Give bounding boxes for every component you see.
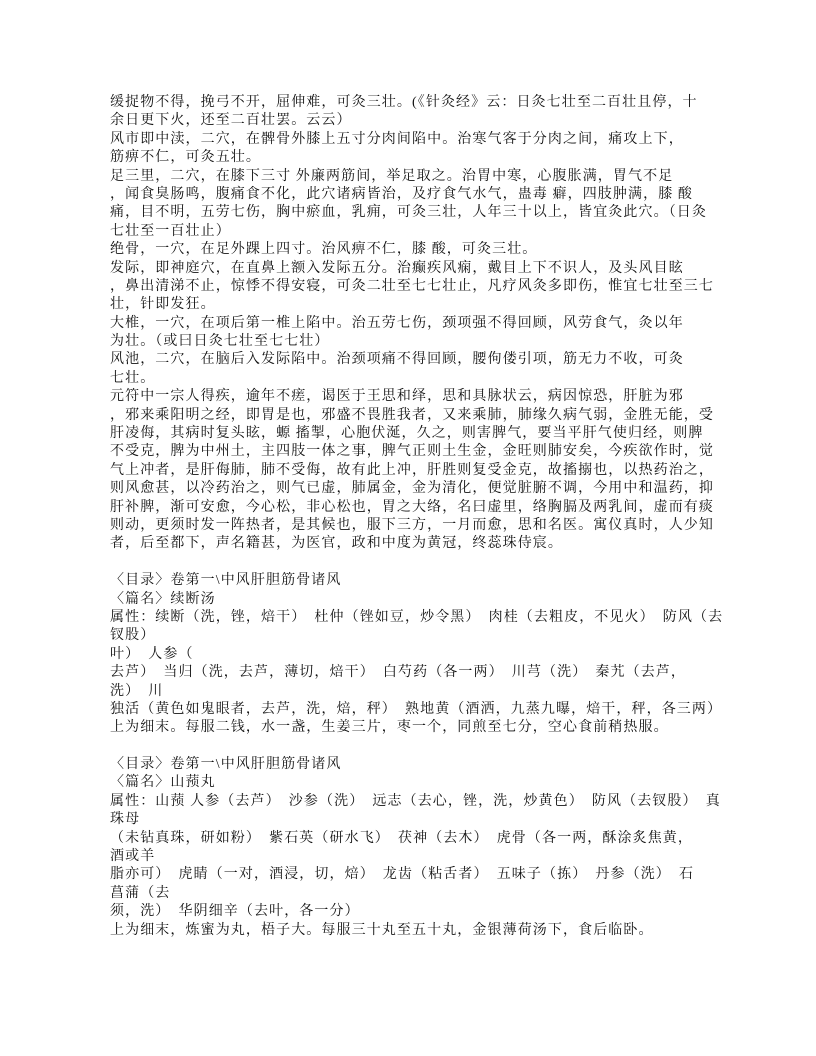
text-line: 不受克，脾为中州土，主四肢一体之事，脾气正则土生金，金旺则肺安矣，今疾欲作时，觉 [110,444,714,460]
text-line: 则风愈甚，以冷药治之，则气已虚，肺属金，金为清化，便觉脏腑不调，今用中和温药，抑 [110,481,714,497]
text-line: 元符中一宗人得疾，逾年不瘥，谒医于王思和绎，思和具脉状云，病因惊恐，肝脏为邪 [110,389,684,405]
text-line [110,738,715,756]
text-line: 上为细末。每服二钱，水一盏，生姜三片，枣一个，同煎至七分，空心食前稍热服。 [110,720,669,736]
text-line: 大椎，一穴，在项后第一椎上陷中。治五劳七伤，颈项强不得回顾，风劳食气，灸以年 [110,315,684,331]
text-line: 属性：山蓣 人参（去芦） 沙参（洗） 远志（去心，锉，洗，炒黄色） 防风（去钗股） 真 [110,793,721,809]
text-line: 气上冲者，是肝侮肺，肺不受侮，故有此上冲，肝胜则复受金克，故搐搦也，以热药治之， [110,462,714,478]
text-line: ，鼻出清涕不止，惊悸不得安寝，可灸二壮至七七壮止，凡疗风灸多即伤，惟宜七壮至三七 [110,278,714,294]
text-line: 属性：续断（洗，锉，焙干） 杜仲（锉如豆，炒令黑） 肉桂（去粗皮，不见火） 防风（去 [110,609,724,625]
text-line: 则动，更须时发一阵热者，是其候也，服下三方，一月而愈，思和名医。寓仪真时，人少知 [110,517,714,533]
text-line [110,554,715,572]
text-line: （未钻真珠，研如粉） 紫石英（研水飞） 茯神（去木） 虎骨（各一两，酥涂炙焦黄， [110,830,693,846]
text-line: 菖蒲（去 [110,885,171,901]
text-line: 肝凌侮，其病时复头眩，螈 搐掣，心胞伏涎，久之，则害脾气，要当平肝气使归经，则脾 [110,426,704,442]
text-line: 余日更下火，还至二百壮罢。云云） [110,113,352,129]
text-line: ，邪来乘阳明之经，即胃是也，邪盛不畏胜我者，又来乘肺，肺缘久病气弱，金胜无能，受 [110,407,714,423]
text-line: 筋痹不仁，可灸五壮。 [110,150,261,166]
text-line: 绝骨，一穴，在足外踝上四寸。治风痹不仁，膝 酸，可灸三壮。 [110,242,538,258]
text-line: 酒或羊 [110,849,156,865]
text-line: 壮，针即发狂。 [110,297,216,313]
text-line: 洗） 川 [110,683,164,699]
text-line: 〈篇名〉山蓣丸 [110,775,216,791]
text-line: 七壮。 [110,370,156,386]
text-line: 发际，即神庭穴，在直鼻上额入发际五分。治癫疾风痫，戴目上下不识人，及头风目眩 [110,260,684,276]
text-line: 钗股） [110,628,156,644]
text-line: 珠母 [110,812,141,828]
text-line: 者，后至都下，声名籍甚，为医官，政和中度为黄冠，终蕊珠侍宸。 [110,536,563,552]
text-line: 脂亦可） 虎睛（一对，酒浸，切，焙） 龙齿（粘舌者） 五味子（拣） 丹参（洗） 石 [110,867,695,883]
text-line: 〈目录〉卷第一\中风肝胆筋骨诸风 [110,573,342,589]
text-line: 上为细末，炼蜜为丸，梧子大。每服三十丸至五十丸，金银薄荷汤下，食后临卧。 [110,922,654,938]
text-line: 风池，二穴，在脑后入发际陷中。治颈项痛不得回顾，腰佝偻引项，筋无力不收，可灸 [110,352,684,368]
text-line: ，闻食臭肠鸣，腹痛食不化，此穴诸病皆治，及疗食气水气，蛊毒 癖，四肢肿满，膝 酸 [110,186,693,202]
text-line: 缓捉物不得，挽弓不开，屈伸难，可灸三壮。(《针灸经》云：日灸七壮至二百壮且停，十 [110,95,698,110]
text-line: 风市即中渎，二穴，在髀骨外膝上五寸分肉间陷中。治寒气客于分肉之间，痛攻上下， [110,131,684,147]
text-line: 肝补脾，渐可安愈，今心松，非心松也，胃之大络，名曰虚里，络胸膈及两乳间，虚而有痰 [110,499,714,515]
page-body [110,94,724,940]
text-line: 为壮。（或曰日灸七壮至七七壮） [110,334,330,350]
text-line: 痛，目不明，五劳七伤，胸中瘀血，乳痈，可灸三壮，人年三十以上，皆宜灸此穴。（日灸 [110,205,707,221]
text-line: 〈篇名〉续断汤 [110,591,216,607]
text-line: 足三里，二穴，在膝下三寸 外廉两筋间，举足取之。治胃中寒，心腹胀满，胃气不足 [110,168,674,184]
text-line: 七壮至一百壮止） [110,223,231,239]
text-line: 独活（黄色如鬼眼者，去芦，洗，焙，秤） 熟地黄（酒洒，九蒸九曝，焙干，秤，各三两） [110,701,723,717]
text-line: 去芦） 当归（洗，去芦，薄切，焙干） 白芍药（各一两） 川芎（洗） 秦艽（去芦， [110,665,686,681]
text-line: 叶） 人参（ [110,646,194,662]
text-line: 〈目录〉卷第一\中风肝胆筋骨诸风 [110,757,342,773]
text-line: 须，洗） 华阴细辛（去叶，各一分） [110,904,360,920]
